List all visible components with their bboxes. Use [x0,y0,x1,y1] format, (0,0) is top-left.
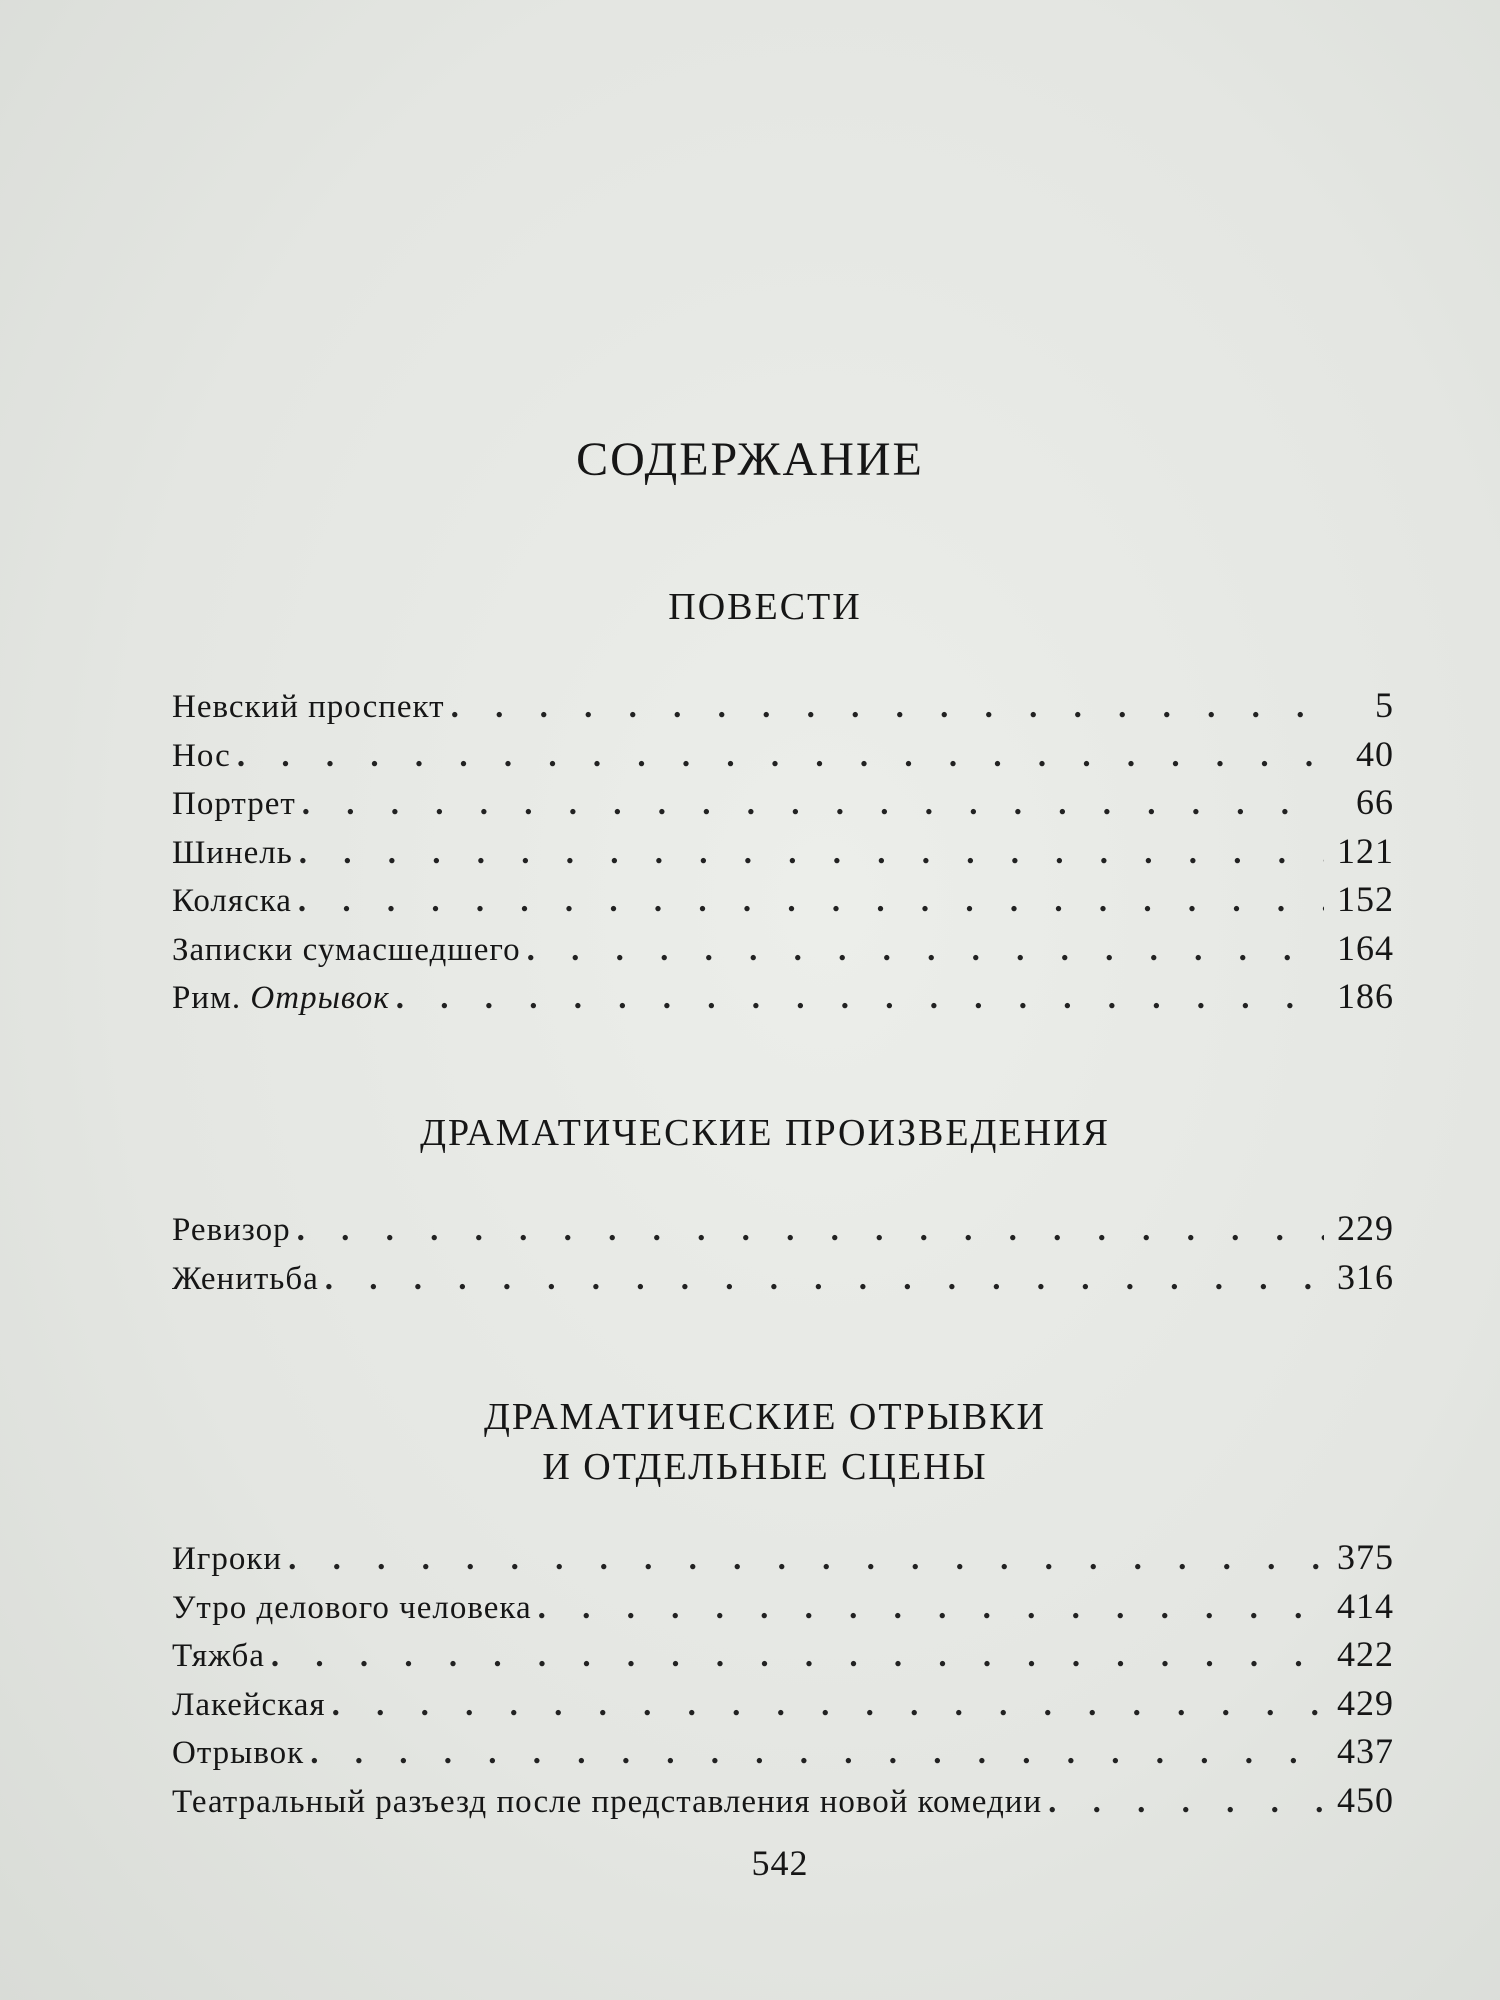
page-number: 542 [751,1843,809,1883]
dot-leader [310,1735,1324,1772]
toc-entry[interactable] [172,975,1394,1024]
toc-entry-page: 164 [1337,927,1394,968]
dot-leader [538,1590,1324,1627]
toc-entry[interactable] [172,1585,1394,1634]
dot-leader [299,835,1324,872]
toc-entry-page: 152 [1337,879,1394,919]
toc-entry-page: 186 [1337,976,1394,1016]
section-heading-dramatic-works: ДРАМАТИЧЕСКИЕ ПРОИЗВЕДЕНИЯ [420,1112,1110,1154]
toc-entry-title [172,980,396,1017]
toc-entry[interactable] [172,1536,1394,1585]
toc-entry[interactable] [172,1682,1394,1731]
toc-entry-title: Портрет [172,786,296,822]
toc-entry-title: Тяжба [172,1638,265,1674]
toc-entry[interactable] [172,1730,1394,1779]
toc-entry[interactable] [172,1779,1394,1828]
section-heading-dramatic-fragments [0,1392,1500,1492]
dot-leader [298,883,1324,920]
toc-entry-page: 429 [1337,1682,1394,1723]
dot-leader [527,932,1324,969]
toc-entry[interactable] [172,927,1394,976]
toc-entry[interactable] [172,878,1394,927]
dot-leader [297,1212,1324,1249]
toc-entry-page: 121 [1337,830,1394,871]
toc-entry-page: 40 [1356,733,1394,774]
toc-entry-title: Игроки [172,1541,283,1577]
toc-entry-page: 66 [1356,782,1394,822]
page-title: СОДЕРЖАНИЕ [576,433,924,486]
toc-entry-page: 375 [1337,1537,1394,1577]
toc-entry-title: Отрывок [172,1735,305,1771]
toc-entry[interactable] [172,733,1394,782]
dot-leader [302,786,1324,823]
toc-entry-title: Ревизор [172,1212,291,1248]
toc-entry-page: 5 [1375,685,1394,725]
toc-entry-title: Невский проспект [172,689,445,725]
dot-leader [288,1541,1324,1578]
toc-entry[interactable] [172,781,1394,830]
toc-entry-title: Лакейская [172,1686,326,1723]
toc-entry-title: Нос [172,737,231,774]
toc-entry[interactable] [172,830,1394,879]
section-heading-line: ДРАМАТИЧЕСКИЕ ОТРЫВКИ [484,1396,1046,1438]
dot-leader [396,980,1324,1017]
dot-leader [332,1687,1324,1724]
toc-entry-title-main: Рим. [172,980,242,1016]
dot-leader [451,689,1324,726]
dot-leader [237,738,1324,775]
toc-list-dramatic-works [172,1207,1394,1304]
toc-entry-title: Театральный разъезд после представления новой комедии [172,1783,1043,1820]
toc-entry-title-subtitle: Отрывок [250,980,390,1016]
toc-entry-title: Записки сумасшедшего [172,931,521,968]
section-heading-line: И ОТДЕЛЬНЫЕ СЦЕНЫ [542,1446,988,1488]
toc-entry-page: 437 [1337,1731,1394,1771]
toc-entry-page: 229 [1337,1208,1394,1248]
toc-entry-page: 316 [1337,1256,1394,1297]
toc-entry[interactable] [172,684,1394,733]
dot-leader [271,1638,1324,1675]
toc-entry[interactable] [172,1256,1394,1305]
toc-entry[interactable] [172,1207,1394,1256]
toc-entry-page: 414 [1337,1585,1394,1626]
toc-entry-page: 422 [1337,1634,1394,1674]
toc-entry-title: Утро делового человека [172,1589,532,1626]
section-heading-povesti: ПОВЕСТИ [668,586,862,628]
toc-list-dramatic-fragments [172,1536,1394,1827]
toc-list-povesti [172,684,1394,1024]
toc-entry[interactable] [172,1633,1394,1682]
dot-leader [1048,1784,1324,1821]
toc-entry-title: Коляска [172,883,292,919]
dot-leader [325,1261,1324,1298]
toc-entry-title: Шинель [172,834,293,871]
toc-entry-page: 450 [1337,1779,1394,1820]
toc-entry-title: Женитьба [172,1260,319,1297]
